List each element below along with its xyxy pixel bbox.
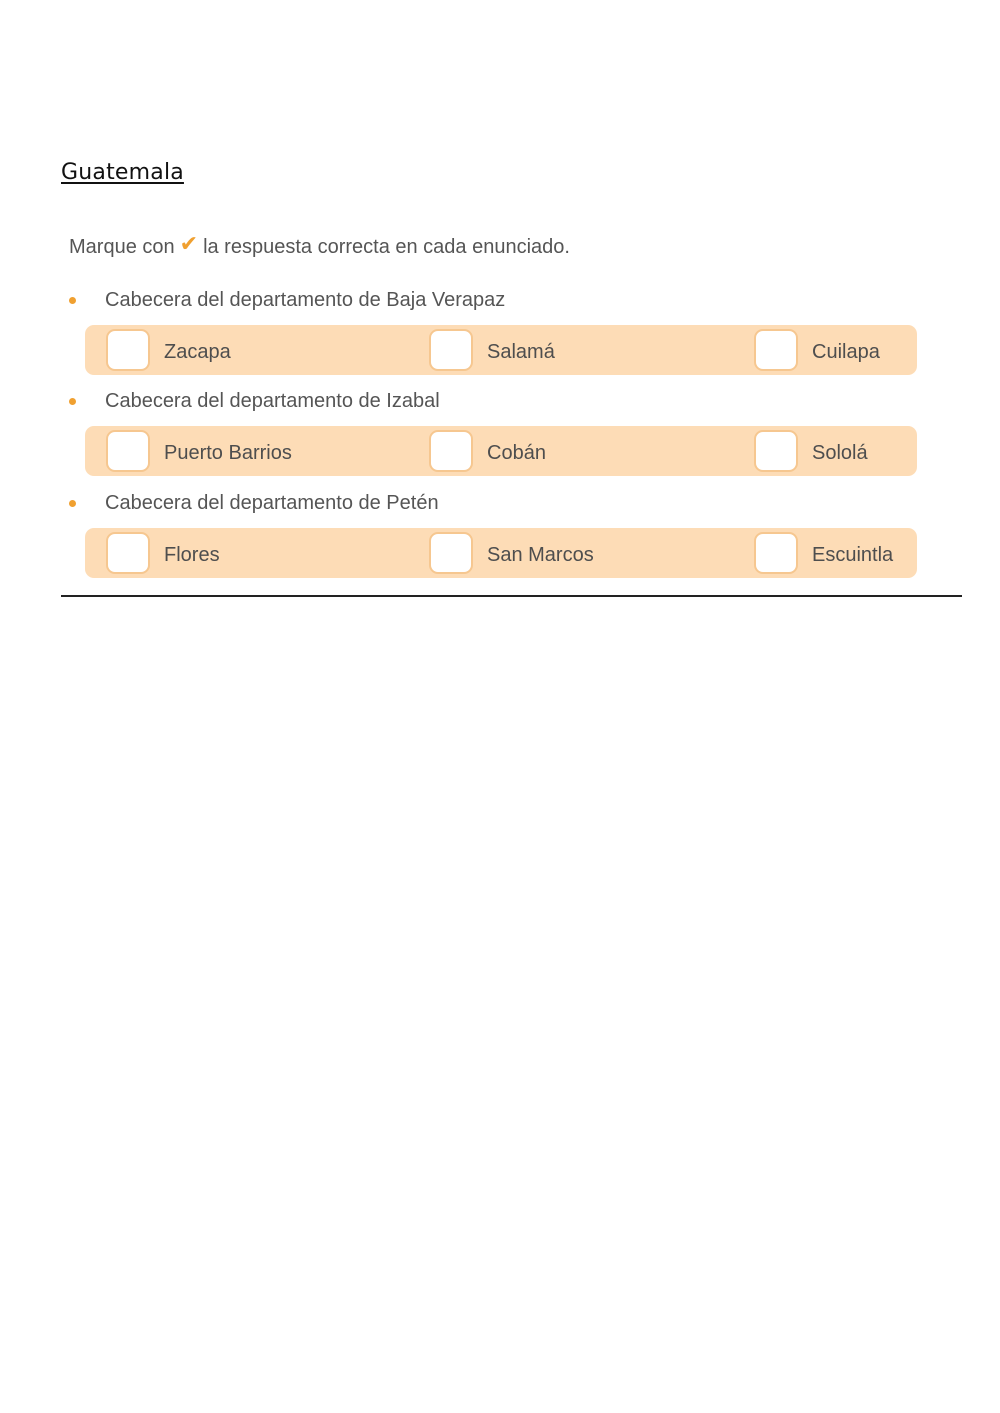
option-escuintla[interactable] (754, 528, 893, 578)
options-bar (85, 325, 917, 375)
bullet-icon (69, 398, 76, 405)
option-checkbox[interactable] (106, 329, 150, 371)
option-label: Sololá (812, 441, 868, 464)
instruction (69, 231, 570, 260)
option-zacapa[interactable] (106, 325, 231, 375)
question-text: Cabecera del departamento de Izabal (105, 389, 440, 412)
option-checkbox[interactable] (106, 532, 150, 574)
option-label: Escuintla (812, 543, 894, 566)
option-checkbox[interactable] (429, 532, 473, 574)
question-prompt (69, 490, 439, 516)
option-checkbox[interactable] (754, 329, 798, 371)
question-text: Cabecera del departamento de Baja Verapaz (105, 288, 506, 311)
option-checkbox[interactable] (429, 329, 473, 371)
option-coban[interactable] (429, 426, 546, 476)
option-checkbox[interactable] (429, 430, 473, 472)
page-title: Guatemala (61, 160, 184, 185)
option-label: Cuilapa (812, 340, 880, 363)
option-san-marcos[interactable] (429, 528, 594, 578)
option-cuilapa[interactable] (754, 325, 880, 375)
question-prompt (69, 287, 505, 313)
option-flores[interactable] (106, 528, 220, 578)
check-mark-icon: ✔ (179, 231, 199, 256)
option-label: Salamá (487, 340, 555, 363)
option-label: Flores (164, 543, 220, 566)
bullet-icon (69, 500, 76, 507)
option-checkbox[interactable] (754, 430, 798, 472)
question-text: Cabecera del departamento de Petén (105, 491, 439, 514)
option-label: Cobán (487, 441, 546, 464)
option-salama[interactable] (429, 325, 555, 375)
question-prompt (69, 388, 440, 414)
option-checkbox[interactable] (754, 532, 798, 574)
option-label: Zacapa (164, 340, 231, 363)
option-puerto-barrios[interactable] (106, 426, 292, 476)
divider (61, 595, 962, 597)
option-solola[interactable] (754, 426, 868, 476)
options-bar (85, 528, 917, 578)
option-label: Puerto Barrios (164, 441, 292, 464)
instruction-before: Marque con (69, 235, 175, 258)
instruction-after: la respuesta correcta en cada enunciado. (203, 235, 570, 258)
option-checkbox[interactable] (106, 430, 150, 472)
option-label: San Marcos (487, 543, 594, 566)
options-bar (85, 426, 917, 476)
bullet-icon (69, 297, 76, 304)
